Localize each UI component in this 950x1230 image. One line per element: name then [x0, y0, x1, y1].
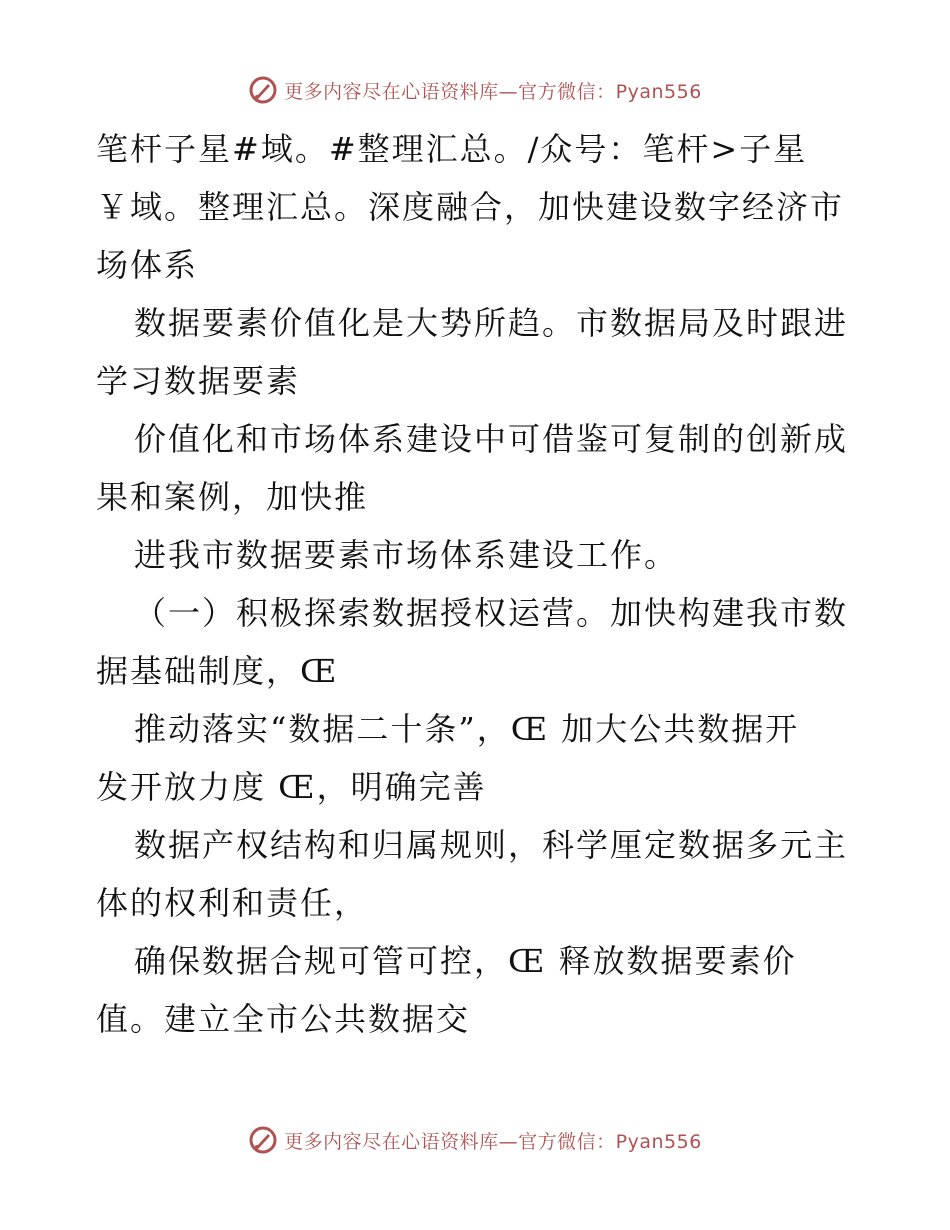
text-line: 体的权利和责任，: [96, 884, 369, 922]
footer-banner: [0, 1120, 950, 1160]
pen-circle-logo-icon: [248, 75, 278, 105]
banner-site-text: 更多内容尽在心语资料库: [284, 80, 499, 103]
text-line: 数据要素价值化是大势所趋。市数据局及时跟进: [134, 304, 849, 342]
text-line: 学习数据要素: [96, 362, 301, 400]
banner-wechat-text: —官方微信：Pyan556: [498, 80, 702, 103]
header-banner: [0, 70, 950, 110]
document-body: [96, 120, 856, 1048]
text-line: 笔杆子星#域。#整理汇总。/众号：笔杆>子星: [96, 130, 808, 168]
text-line: 价值化和市场体系建设中可借鉴可复制的创新成: [134, 420, 849, 458]
text-line: （一）积极探索数据授权运营。加快构建我市数: [134, 594, 849, 632]
banner-wechat-text: —官方微信：Pyan556: [498, 1130, 702, 1153]
text-line: ￥域。整理汇总。深度融合，加快建设数字经济市: [96, 188, 845, 226]
text-line: 推动落实“数据二十条”，Œ 加大公共数据开: [134, 710, 800, 748]
text-line: 场体系: [96, 246, 199, 284]
text-line: 值。建立全市公共数据交: [96, 1000, 471, 1038]
text-line: 果和案例，加快推: [96, 478, 369, 516]
banner-site-text: 更多内容尽在心语资料库: [284, 1130, 499, 1153]
text-line: 据基础制度，Œ: [96, 652, 339, 690]
text-line: 确保数据合规可管可控，Œ 释放数据要素价: [134, 942, 797, 980]
text-line: 发开放力度 Œ，明确完善: [96, 768, 487, 806]
pen-circle-logo-icon: [248, 1125, 278, 1155]
text-line: 进我市数据要素市场体系建设工作。: [134, 536, 679, 574]
text-line: 数据产权结构和归属规则，科学厘定数据多元主: [134, 826, 849, 864]
